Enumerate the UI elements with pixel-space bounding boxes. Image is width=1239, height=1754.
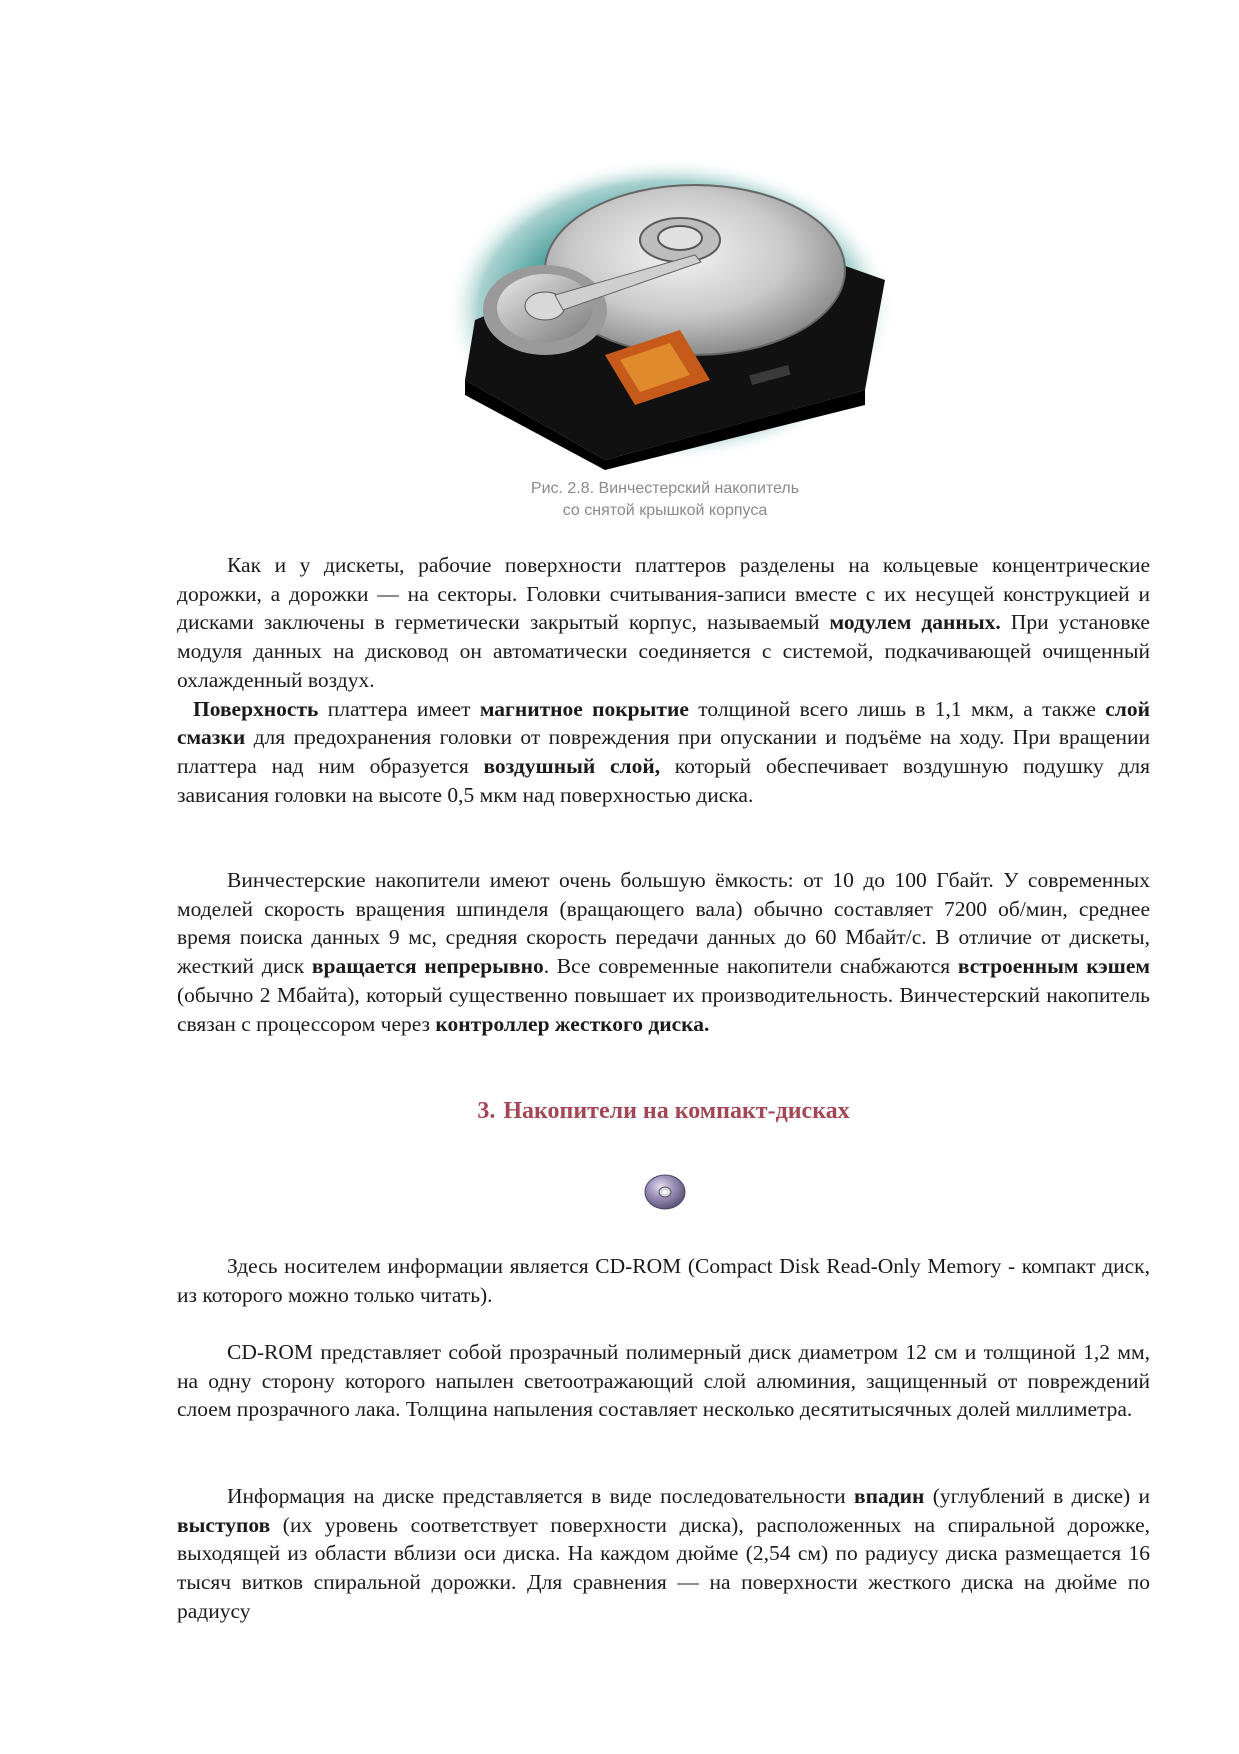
paragraph-4: Здесь носителем информации является CD-ROM (Compact Disk Read-Only Memory - компакт диск, из которого можно только читать). xyxy=(177,1254,1150,1307)
paragraph-1 xyxy=(177,551,1150,695)
paragraph-2 xyxy=(177,695,1150,810)
paragraph-3 xyxy=(177,866,1150,1038)
text: платтера имеет xyxy=(318,696,480,721)
figure-caption xyxy=(400,478,930,522)
paragraph-5: CD-ROM представляет собой прозрачный полимерный диск диаметром 12 см и толщиной 1,2 мм, на одну сторону которого напылен светоотражающий слой алюминия, защищенный от повреждений слоем прозрачного лака. Толщина напыления составляет несколько десятитысячных долей миллиметра. xyxy=(177,1340,1150,1422)
caption-line-1: Рис. 2.8. Винчестерский накопитель xyxy=(530,480,800,497)
paragraphs-block-2 xyxy=(177,866,1150,1038)
bold-term: модулем данных. xyxy=(829,610,1001,635)
hard-drive-image xyxy=(445,160,895,470)
bold-term: магнитное покрытие xyxy=(479,696,689,721)
bold-term: встроенным кэшем xyxy=(957,954,1151,979)
paragraphs-block-5 xyxy=(177,1482,1150,1626)
bold-term: Поверхность xyxy=(193,696,319,721)
bold-term: выступов xyxy=(177,1512,271,1537)
text: Информация на диске представляется в виде последовательности xyxy=(227,1484,854,1508)
text: При установке модуля данных на дисковод он автоматически соединяется с системой, подкачивающей очищенный охлажденный воздух. xyxy=(177,610,1150,692)
paragraphs-block-1 xyxy=(177,551,1150,809)
text: толщиной всего лишь в 1,1 мкм, а также xyxy=(688,696,1106,721)
section-title: Накопители на компакт-дисках xyxy=(503,1098,850,1124)
text: Как и у дискеты, рабочие поверхности платтеров разделены на кольцевые концентрические дорожки, а дорожки — на секторы. Головки считывания-записи вместе с их несущей конструкцией и дисками заключены в герметически закрытый корпус, называемый xyxy=(177,553,1150,635)
section-heading xyxy=(177,1098,1150,1125)
caption-line-2: со снятой крышкой корпуса xyxy=(562,502,768,519)
bold-term: вращается непрерывно xyxy=(311,954,544,979)
paragraph-6 xyxy=(177,1482,1150,1626)
bold-term: воздушный слой, xyxy=(483,753,661,778)
text: . Все современные накопители снабжаются xyxy=(543,954,958,979)
cd-disc-icon xyxy=(643,1172,687,1212)
text: для предохранения головки от повреждения при опускании и подъёме на ходу. При вращении платтера над ним образуется xyxy=(177,725,1150,778)
bold-term: слой смазки xyxy=(177,696,1150,750)
text: (обычно 2 Мбайта), который существенно повышает их производительность. Винчестерский накопитель связан с процессором через xyxy=(177,982,1150,1036)
section-number: 3. xyxy=(477,1098,496,1124)
bold-term: контроллер жесткого диска. xyxy=(435,1011,710,1036)
text: (углублений в диске) и xyxy=(924,1484,1150,1508)
paragraphs-block-4 xyxy=(177,1338,1150,1424)
text: который обеспечивает воздушную подушку для зависания головки на высоте 0,5 мкм над поверхностью диска. xyxy=(177,753,1151,807)
text: (их уровень соответствует поверхности диска), расположенных на спиральной дорожке, выходящей из области вблизи оси диска. На каждом дюйме (2,54 см) по радиусу диска размещается 16 тысяч витков спиральной дорожки. Для сравнения — на поверхности жесткого диска на дюйме по радиусу xyxy=(177,1512,1150,1623)
paragraphs-block-3 xyxy=(177,1252,1150,1309)
text: Винчестерские накопители имеют очень большую ёмкость: от 10 до 100 Гбайт. У современных моделей скорость вращения шпинделя (вращающего вала) обычно составляет 7200 об/мин, среднее время поиска данных 9 мс, средняя скорость передачи данных до 60 Мбайт/с. В отличие от дискеты, жесткий диск xyxy=(177,868,1150,979)
bold-term: впадин xyxy=(854,1484,925,1508)
